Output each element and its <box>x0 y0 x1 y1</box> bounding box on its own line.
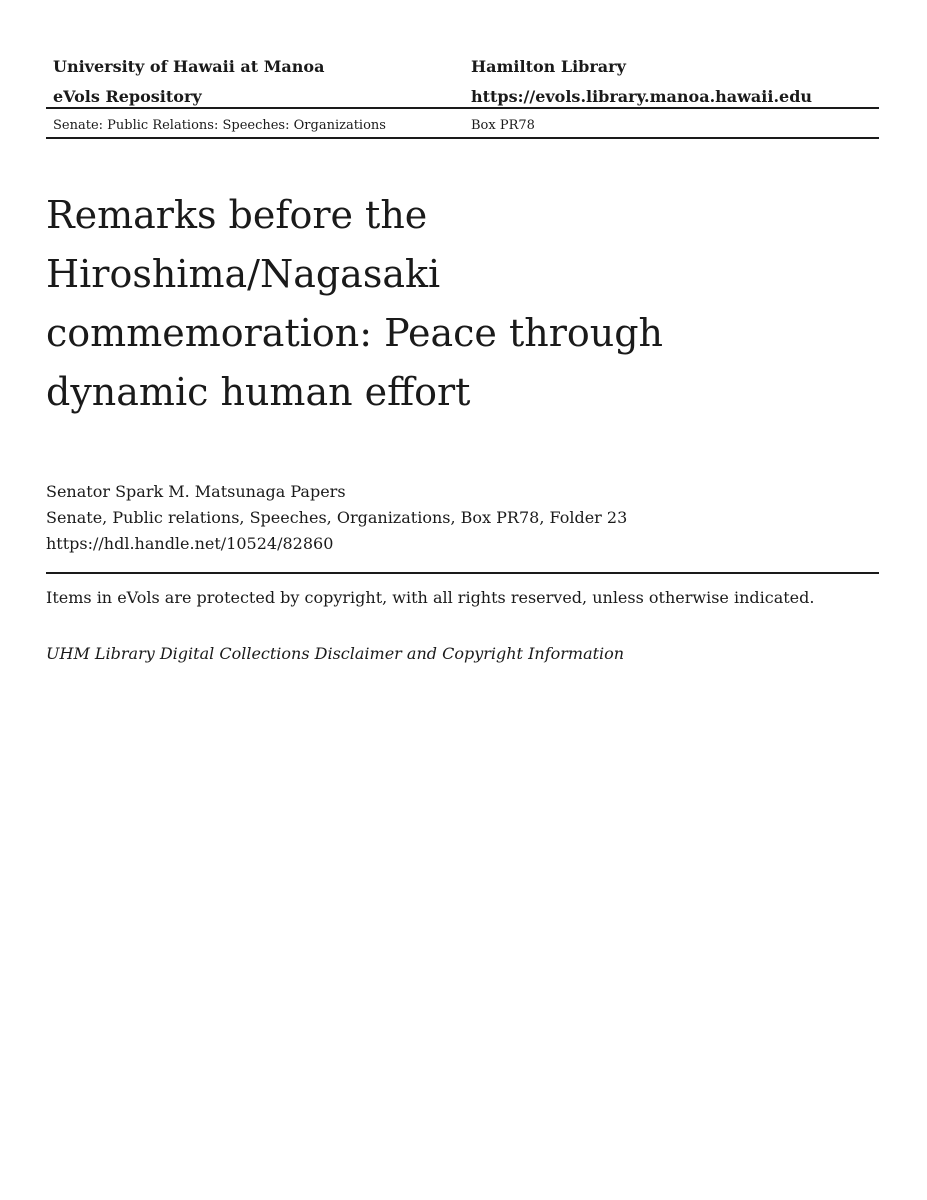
header-row-1 <box>46 52 879 82</box>
title-line: dynamic human effort <box>46 370 471 414</box>
disclaimer-link[interactable]: UHM Library Digital Collections Disclaimer and Copyright Information <box>46 644 625 663</box>
institution-name: University of Hawaii at Manoa <box>53 57 325 76</box>
collection-path: Senate: Public Relations: Speeches: Organizations <box>53 118 386 133</box>
collection-name: Senator Spark M. Matsunaga Papers <box>46 482 346 501</box>
handle-link[interactable]: https://hdl.handle.net/10524/82860 <box>46 534 334 553</box>
subheader <box>46 116 879 136</box>
folder-location: Senate, Public relations, Speeches, Organizations, Box PR78, Folder 23 <box>46 508 628 527</box>
box-label: Box PR78 <box>471 118 535 133</box>
document-page <box>46 0 879 1200</box>
title-line: Hiroshima/Nagasaki <box>46 252 441 296</box>
header <box>46 52 879 112</box>
subheader-divider <box>46 137 879 139</box>
rights-statement: Items in eVols are protected by copyright, with all rights reserved, unless otherwise indicated. <box>46 588 815 607</box>
repository-url[interactable]: https://evols.library.manoa.hawaii.edu <box>471 87 813 106</box>
title-line: Remarks before the <box>46 193 428 237</box>
header-divider <box>46 107 879 109</box>
document-title <box>46 186 726 422</box>
title-line: commemoration: Peace through <box>46 311 664 355</box>
library-name: Hamilton Library <box>471 57 626 76</box>
repository-name: eVols Repository <box>53 87 202 106</box>
metadata-divider <box>46 572 879 574</box>
document-metadata <box>46 479 879 557</box>
